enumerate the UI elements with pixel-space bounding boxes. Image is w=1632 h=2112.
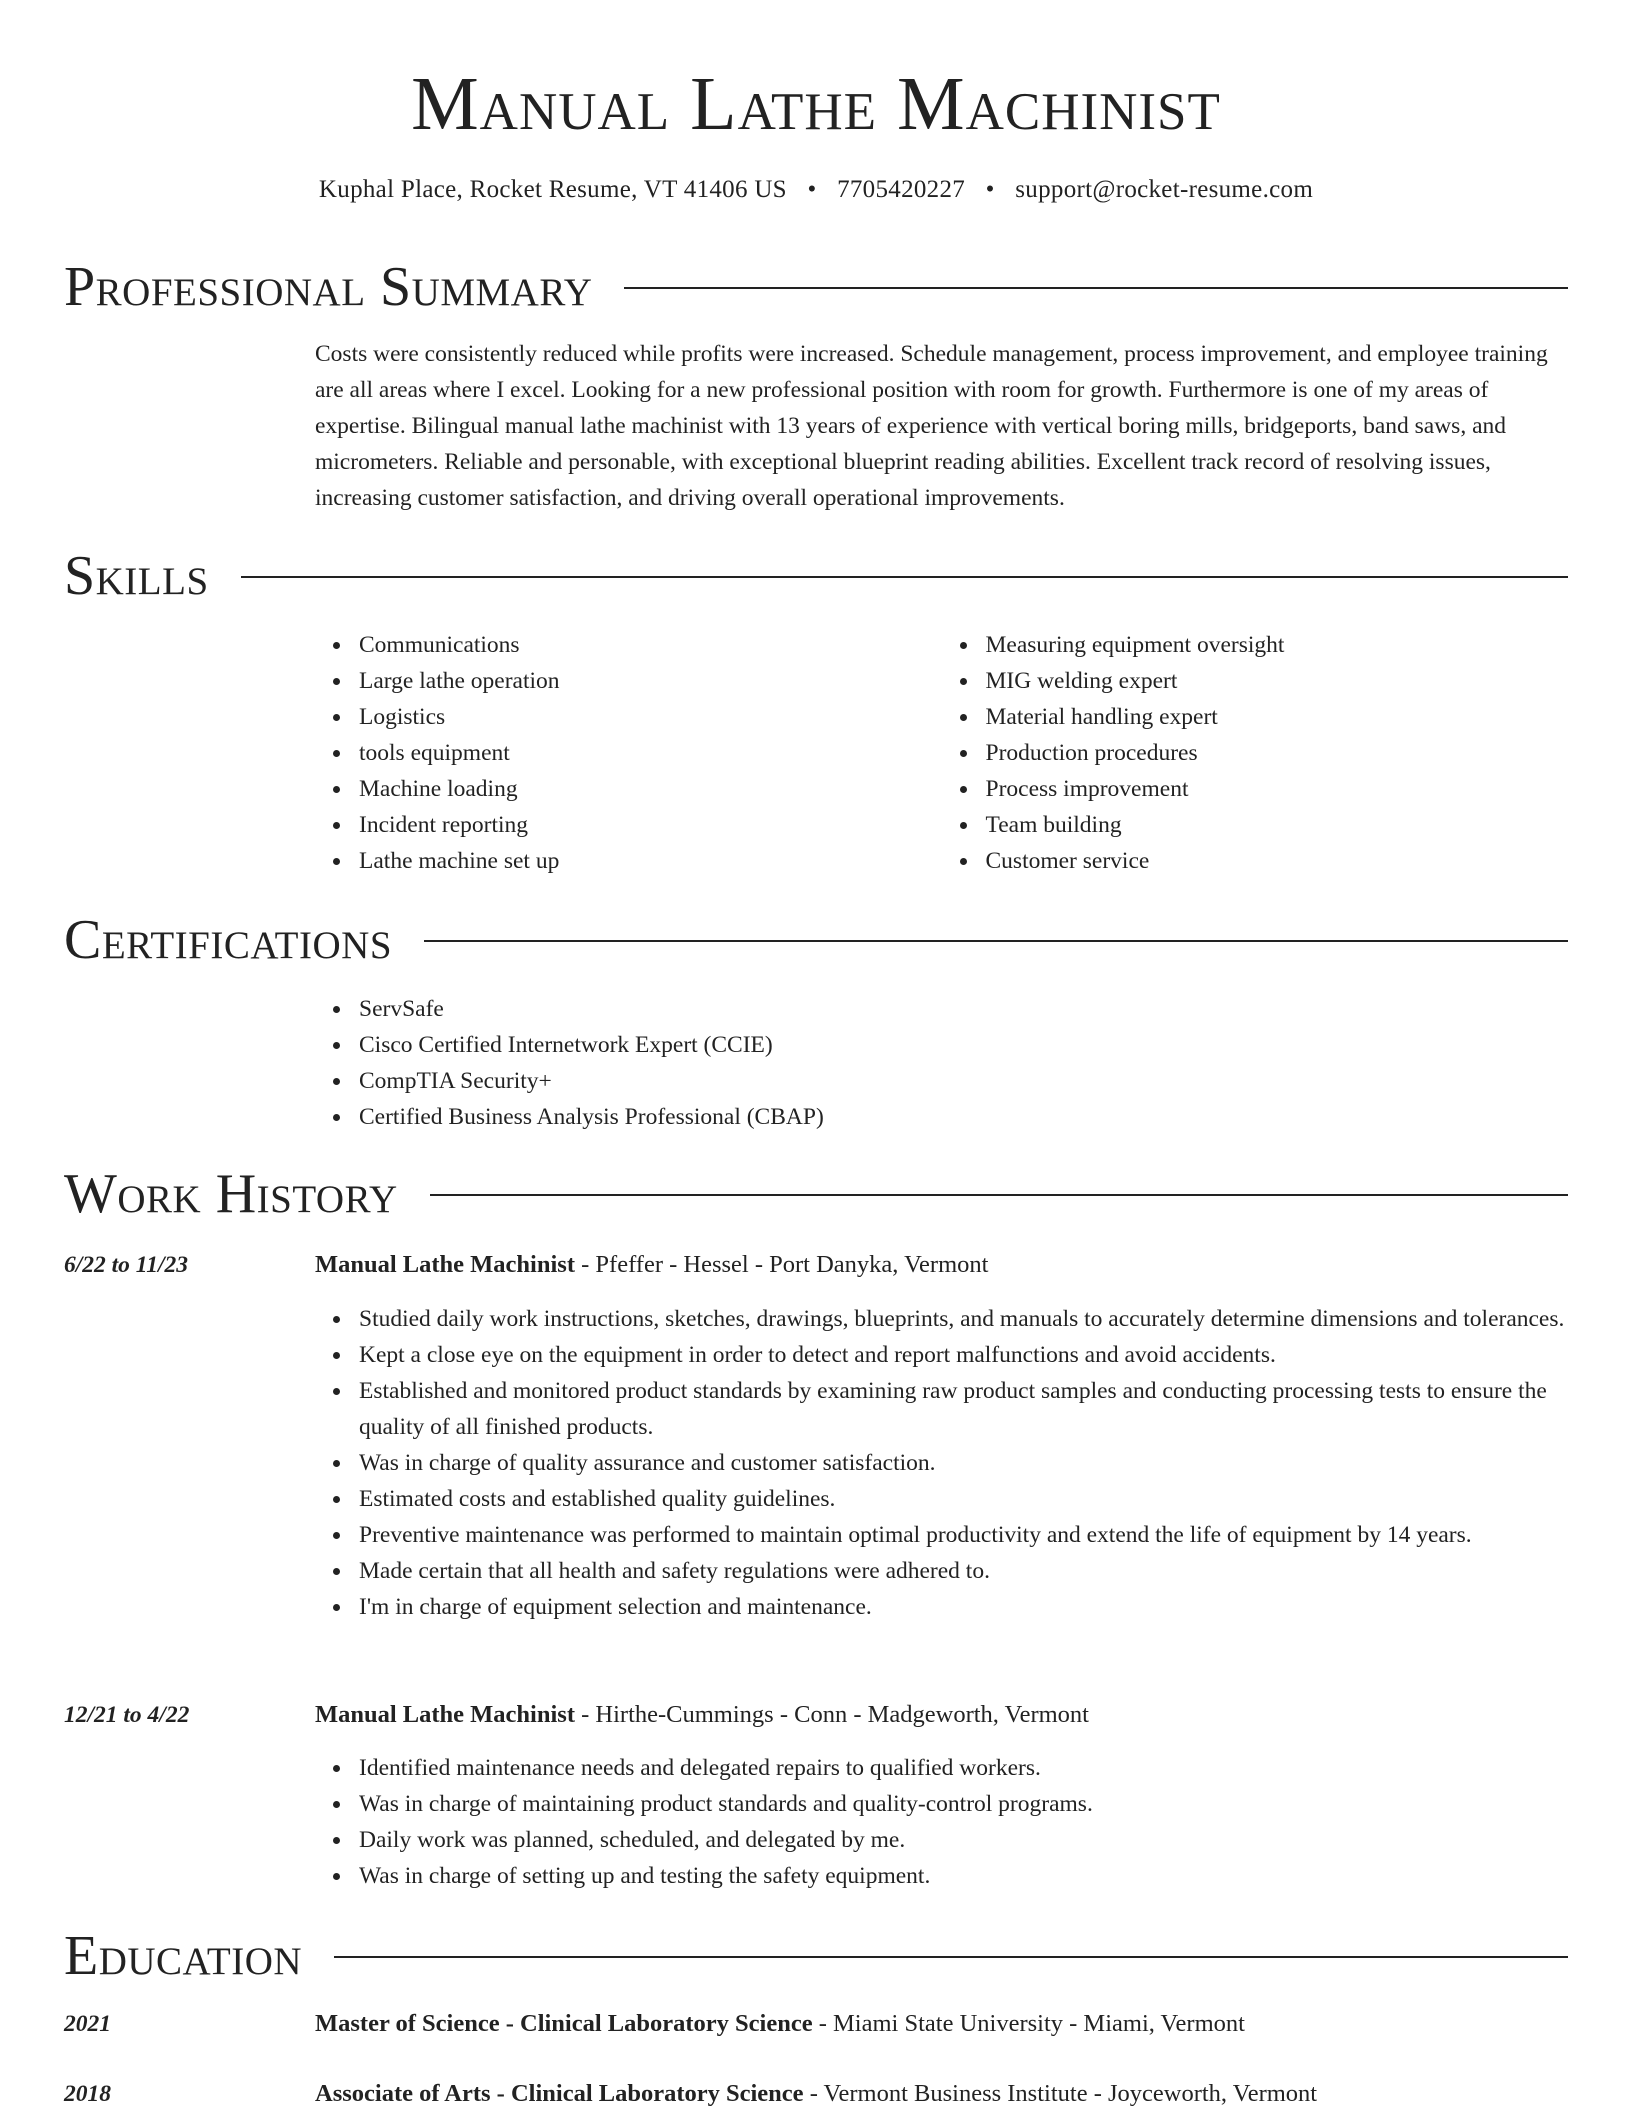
contact-address: Kuphal Place, Rocket Resume, VT 41406 US	[318, 176, 787, 203]
certifications-title: Certifications	[64, 909, 393, 971]
education-institution: - Vermont Business Institute - Joyceworth, Vermont	[803, 2080, 1318, 2107]
education-degree: Associate of Arts - Clinical Laboratory Science	[315, 2080, 804, 2107]
section-divider	[334, 1956, 1568, 1958]
education-heading	[315, 2076, 1568, 2112]
skills-list-left	[315, 627, 942, 879]
job-heading	[315, 1697, 1568, 1733]
skill-item: tools equipment	[359, 735, 942, 771]
summary-text: Costs were consistently reduced while profits were increased. Schedule management, process improvement, and employee training are all areas where I excel. Looking for a new professional position with room for growth. Furthermore is one of my areas of expertise. Bilingual manual lathe machinist with 13 years of experience with vertical boring mills, bridgeports, band saws, and micrometers. Reliable and personable, with exceptional blueprint reading abilities. Excellent track record of resolving issues, increasing customer satisfaction, and driving overall operational improvements.	[315, 341, 1548, 511]
skill-item: MIG welding expert	[986, 663, 1569, 699]
education-title: Education	[64, 1925, 303, 1987]
summary-section-header	[64, 252, 1568, 322]
work-section-header	[64, 1159, 1568, 1229]
job-duty-item: Established and monitored product standards by examining raw product samples and conducting processing tests to ensure the quality of all finished products.	[359, 1373, 1568, 1445]
skill-item: Incident reporting	[359, 807, 942, 843]
job-duty-item: Estimated costs and established quality guidelines.	[359, 1481, 1568, 1517]
skill-item: Large lathe operation	[359, 663, 942, 699]
skills-columns	[315, 627, 1568, 879]
skill-item: Process improvement	[986, 771, 1569, 807]
certification-item: Cisco Certified Internetwork Expert (CCIE)	[359, 1027, 1568, 1063]
section-divider	[430, 1194, 1568, 1196]
work-title: Work History	[64, 1163, 398, 1225]
summary-block	[315, 336, 1568, 516]
job-title: Manual Lathe Machinist	[315, 1701, 575, 1728]
skill-item: Machine loading	[359, 771, 942, 807]
education-heading	[315, 2006, 1568, 2042]
job-duty-item: Preventive maintenance was performed to maintain optimal productivity and extend the life of equipment by 14 years.	[359, 1517, 1568, 1553]
job-duty-item: Daily work was planned, scheduled, and delegated by me.	[359, 1822, 1568, 1858]
job-company-location: - Pfeffer - Hessel - Port Danyka, Vermont	[575, 1251, 989, 1278]
education-degree: Master of Science - Clinical Laboratory Science	[315, 2010, 813, 2037]
skill-item: Lathe machine set up	[359, 843, 942, 879]
contact-separator: •	[985, 176, 995, 203]
skill-item: Logistics	[359, 699, 942, 735]
section-divider	[624, 287, 1568, 289]
job-duties-list	[315, 1750, 1568, 1894]
education-year: 2018	[64, 2081, 111, 2107]
certification-item: ServSafe	[359, 991, 1568, 1027]
skills-section-header	[64, 541, 1568, 611]
skill-item: Material handling expert	[986, 699, 1569, 735]
skill-item: Customer service	[986, 843, 1569, 879]
certifications-section-header	[64, 905, 1568, 975]
job-duty-item: Studied daily work instructions, sketches, drawings, blueprints, and manuals to accurately determine dimensions and tolerances.	[359, 1301, 1568, 1337]
education-year: 2021	[64, 2011, 111, 2037]
candidate-name: Manual Lathe Machinist	[411, 62, 1221, 146]
job-dates: 6/22 to 11/23	[64, 1252, 189, 1278]
skills-title: Skills	[64, 545, 209, 607]
skills-block	[315, 627, 1568, 879]
job-heading	[315, 1247, 1568, 1283]
section-divider	[424, 940, 1568, 942]
job-duties	[315, 1301, 1568, 1625]
skill-item: Measuring equipment oversight	[986, 627, 1569, 663]
job-company-location: - Hirthe-Cummings - Conn - Madgeworth, Vermont	[575, 1701, 1089, 1728]
summary-title: Professional Summary	[64, 256, 593, 318]
section-divider	[241, 576, 1568, 578]
job-duty-item: Was in charge of setting up and testing the safety equipment.	[359, 1858, 1568, 1894]
certification-item: Certified Business Analysis Professional (CBAP)	[359, 1099, 1568, 1135]
skill-item: Communications	[359, 627, 942, 663]
education-section-header	[64, 1921, 1568, 1991]
job-duty-item: Was in charge of quality assurance and customer satisfaction.	[359, 1445, 1568, 1481]
job-duty-item: Identified maintenance needs and delegated repairs to qualified workers.	[359, 1750, 1568, 1786]
contact-email: support@rocket-resume.com	[1015, 176, 1314, 203]
job-duty-item: Made certain that all health and safety regulations were adhered to.	[359, 1553, 1568, 1589]
job-dates: 12/21 to 4/22	[64, 1702, 190, 1728]
job-duties-list	[315, 1301, 1568, 1625]
education-institution: - Miami State University - Miami, Vermont	[812, 2010, 1245, 2037]
contact-separator: •	[807, 176, 817, 203]
certifications-list	[315, 991, 1568, 1135]
contact-line	[0, 172, 1632, 208]
certifications-block	[315, 991, 1568, 1135]
skills-list-right	[942, 627, 1569, 879]
skill-item: Production procedures	[986, 735, 1569, 771]
job-duties	[315, 1750, 1568, 1894]
job-duty-item: I'm in charge of equipment selection and maintenance.	[359, 1589, 1568, 1625]
skill-item: Team building	[986, 807, 1569, 843]
contact-phone: 7705420227	[837, 176, 966, 203]
job-title: Manual Lathe Machinist	[315, 1251, 575, 1278]
certification-item: CompTIA Security+	[359, 1063, 1568, 1099]
job-duty-item: Kept a close eye on the equipment in order to detect and report malfunctions and avoid accidents.	[359, 1337, 1568, 1373]
job-duty-item: Was in charge of maintaining product standards and quality-control programs.	[359, 1786, 1568, 1822]
